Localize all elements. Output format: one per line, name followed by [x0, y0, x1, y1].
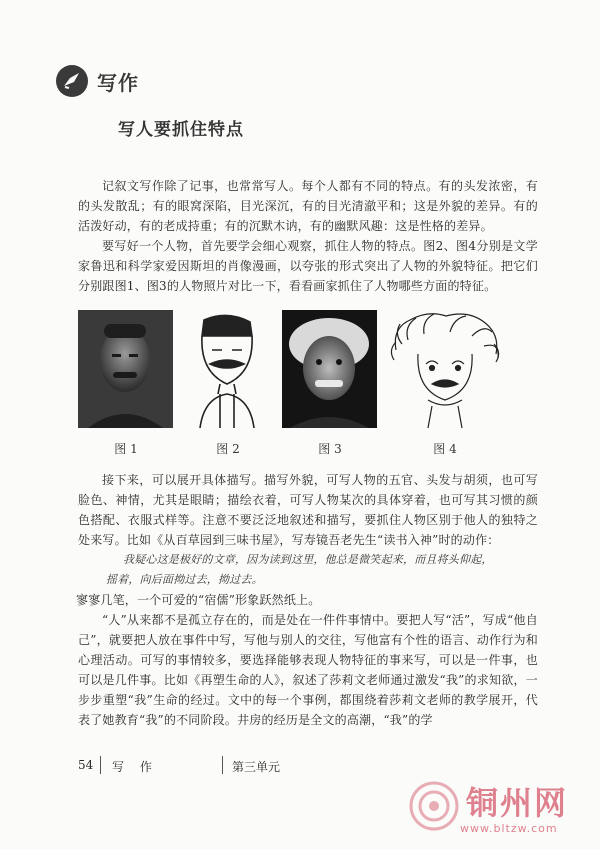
figure-caption: 图 1	[114, 442, 138, 456]
block-quote	[78, 550, 538, 570]
paragraph: “人”从来都不是孤立存在的，而是处在一件件事情中。要把人写“活”，写成“他自己”，就要把人放在事件中写，写他与别人的交往，写他富有个性的语言、动作行为和心理活动。可写的事情较多，要选择能够表现人物特征的事来写，可以是一件事，也可以是几件事。比如《再塑生命的人》，叙述了莎莉文老师通过激发“我”的求知欲，一步步重塑“我”生命的经过。文中的每一个事例，都围绕着莎莉文老师的教学展开，代表了她教育“我”的不同阶段。井房的经历是全文的高潮，“我”的学	[78, 613, 538, 727]
footer-section: 写 作	[112, 760, 158, 774]
paragraph: 寥寥几笔，一个可爱的“宿儒”形象跃然纸上。	[76, 593, 321, 607]
figure-caption: 图 2	[216, 442, 240, 456]
paragraph: 记叙文写作除了记事，也常常写人。每个人都有不同的特点。有的头发浓密，有的头发散乱；有的眼窝深陷，目光深沉，有的目光清澈平和；这是外貌的差异。有的活泼好动，有的老成持重；有的沉默木讷，有的幽默风趣：这是性格的差异。	[78, 179, 538, 233]
page-number: 54	[78, 758, 94, 772]
figure-2-caricature-luxun	[190, 310, 265, 428]
footer-divider	[222, 756, 223, 774]
figure-caption: 图 3	[318, 442, 342, 456]
watermark	[400, 778, 590, 844]
block-quote-continued	[78, 570, 538, 590]
paragraph: 接下来，可以展开具体描写。描写外貌，可写人物的五官、头发与胡须，也可写脸色、神情，尤其是眼睛；描绘衣着，可写人物某次的具体穿着，也可写其习惯的颜色搭配、衣服式样等。注意不要泛泛地叙述和描写，要抓住人物区别于他人的独特之处来写。比如《从百草园到三味书屋》，写寿镜吾老先生“读书入神”时的动作：	[78, 473, 538, 547]
figure-4-caricature-einstein	[388, 310, 503, 428]
footer-unit: 第三单元	[232, 760, 281, 774]
watermark-logo-icon	[408, 780, 460, 832]
main-text	[78, 470, 538, 730]
quote-line: 摇着，向后面拗过去，拗过去。	[106, 573, 263, 586]
figure-3-photo-einstein	[282, 310, 377, 428]
section-header	[55, 64, 139, 98]
footer-divider	[100, 756, 101, 774]
watermark-url: www.bltzw.com	[460, 822, 558, 835]
writing-section-icon	[55, 64, 89, 98]
watermark-name: 铜州网	[466, 784, 569, 822]
section-label: 写作	[97, 70, 139, 95]
page-title: 写人要抓住特点	[118, 120, 244, 140]
figure-1-photo-luxun	[78, 310, 173, 428]
intro-text	[78, 176, 538, 296]
quote-line: 我疑心这是极好的文章，因为读到这里，他总是微笑起来，而且将头仰起，	[123, 553, 493, 566]
figure-caption: 图 4	[433, 442, 457, 456]
paragraph: 要写好一个人物，首先要学会细心观察，抓住人物的特点。图2、图4分别是文学家鲁迅和科学家爱因斯坦的肖像漫画，以夸张的形式突出了人物的外貌特征。把它们分别跟图1、图3的人物照片对比一下，看看画家抓住了人物哪些方面的特征。	[78, 239, 538, 293]
